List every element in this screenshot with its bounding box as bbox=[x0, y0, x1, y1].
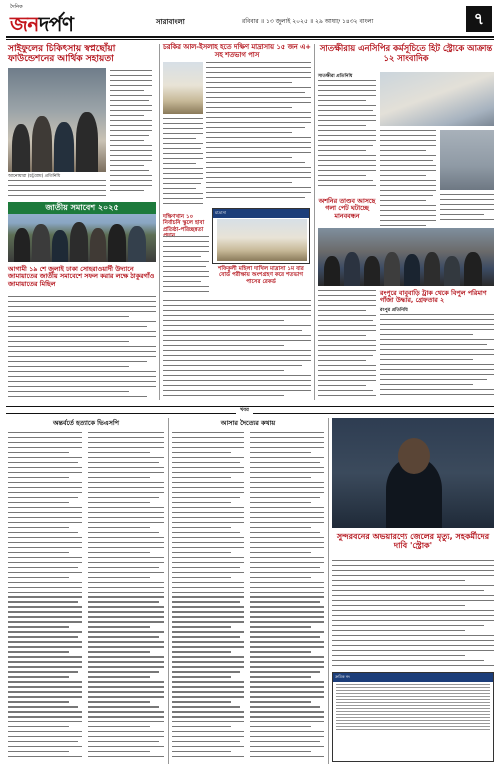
page-number: ৭ bbox=[466, 6, 492, 32]
text-bottom-left-b bbox=[88, 432, 164, 762]
byline-satkhira: সাতক্ষীরা প্রতিনিধি bbox=[318, 74, 353, 79]
column-rule-4 bbox=[328, 418, 329, 764]
advert-bottom bbox=[332, 672, 494, 762]
text-rangpur-b bbox=[380, 314, 494, 400]
text-saifur-a bbox=[8, 180, 106, 198]
section-divider bbox=[6, 406, 494, 414]
text-jail bbox=[332, 560, 494, 668]
column-rule-1 bbox=[159, 44, 160, 400]
headline-rangpur: রংপুরে বাবুবাড়ি ট্রাক থেকে বিপুল পরিমাণ গাঁজা উদ্ধার, গ্রেফতার ২ bbox=[380, 289, 487, 305]
text-bottom-mid-a bbox=[172, 432, 244, 762]
headline-jail: সুন্দরবনের অভয়ারণ্যে জেলের মৃত্যু, সহকর্মীদের দাবি 'স্ট্রোক' bbox=[336, 532, 490, 551]
column-rule-3 bbox=[168, 418, 169, 764]
photo-rally bbox=[8, 202, 156, 262]
masthead bbox=[6, 4, 494, 38]
caption-saifur: আনোয়ারা (চট্টগ্রাম) প্রতিনিধি bbox=[8, 174, 61, 179]
headline-bottom-left: অন্তর্বর্তে হত্যাকে ভিএসপি bbox=[52, 419, 120, 427]
headline-ashani: অশনির তাণ্ডব আসছে গলা পেট ঘটাচ্ছে মানববন্ধন bbox=[318, 197, 376, 220]
masthead-rule bbox=[6, 36, 494, 38]
headline-madrasa-top: চরকির আল-ইসলাহ হতে দক্ষিণ মাদ্রাসায় ১৫ জন এ+ সহ শতভাগ পাস bbox=[163, 43, 311, 59]
dateline: রবিবার ॥ ১৩ জুলাই ২০২৫ ॥ ২৯ আষাঢ় ১৪৩২ বাংলা bbox=[242, 18, 374, 25]
text-rangpur-a bbox=[318, 290, 376, 400]
advert-bottom-title: ক্রমিক নং bbox=[333, 673, 493, 682]
text-rally bbox=[8, 296, 156, 400]
advert-madrasa bbox=[212, 208, 310, 264]
headline-dakshinkhan: দক্ষিণখান ১০ নির্বাচনি স্কুলে হাবা প্রতিষ্ঠা-পরিচ্ছন্নতা bbox=[163, 214, 205, 233]
section-title: সারাবাংলা bbox=[156, 18, 185, 26]
photo-human-chain bbox=[318, 228, 494, 286]
text-bottom-left-a bbox=[8, 432, 82, 762]
rally-banner: জাতীয় সমাবেশ ২০২৫ bbox=[8, 202, 156, 214]
photo-madrasa-top bbox=[163, 62, 203, 114]
photo-jail-deceased bbox=[332, 418, 494, 528]
text-madrasa-top-b bbox=[163, 118, 203, 212]
advert-title: মাদ্রাসা bbox=[213, 209, 309, 218]
text-satkhira-a bbox=[318, 80, 376, 192]
headline-saifur: সাইফুলের চিকিৎসায় স্বপ্নছোঁয়া ফাউন্ডেশনের আর্থিক সহায়তা bbox=[8, 44, 116, 65]
photo-madrasa-building bbox=[217, 219, 307, 261]
photo-satkhira-small bbox=[440, 130, 494, 190]
column-rule-2 bbox=[314, 44, 315, 400]
headline-women-madrasa: শফিকুলী মহিলা দাখিল মাদ্রাসা ১ম বার বোর্ড পরীক্ষায় অংশগ্রহণ করে শতভাগ পাসের রেকর্ড bbox=[218, 266, 304, 285]
text-women-madrasa bbox=[163, 300, 311, 400]
byline-rangpur: রংপুর প্রতিনিধি bbox=[380, 308, 408, 313]
text-dakshinkhan bbox=[163, 236, 209, 296]
text-madrasa-top bbox=[206, 62, 311, 202]
headline-satkhira: সাতক্ষীরায় এনসিপির কর্মসূচিতে হিট স্ট্রোকে আক্রান্ত ১২ সাংবাদিক bbox=[319, 43, 493, 63]
photo-saifur-group bbox=[8, 68, 106, 172]
logo-tagline: দৈনিক bbox=[10, 4, 23, 10]
photo-satkhira-patients bbox=[380, 72, 494, 126]
section-divider-label: খবর bbox=[236, 407, 253, 414]
headline-bottom-mid: আসার দৈত্যের কথায় bbox=[220, 419, 276, 427]
text-bottom-mid-b bbox=[250, 432, 324, 762]
headline-rally: আগামী ১৯ শে জুলাই ঢাকা সোহরাওয়ার্দী উদ্যানে জামায়াতের জাতীয় সমাবেশে সফল করার লক্ষে ঠাকুরগাঁও জামায়াতের মিছিল bbox=[8, 265, 155, 288]
text-saifur-b bbox=[110, 70, 152, 198]
text-satkhira-c bbox=[440, 194, 494, 228]
masthead-rule-thin bbox=[6, 39, 494, 40]
newspaper-logo: জনদর্পণ bbox=[10, 12, 74, 36]
